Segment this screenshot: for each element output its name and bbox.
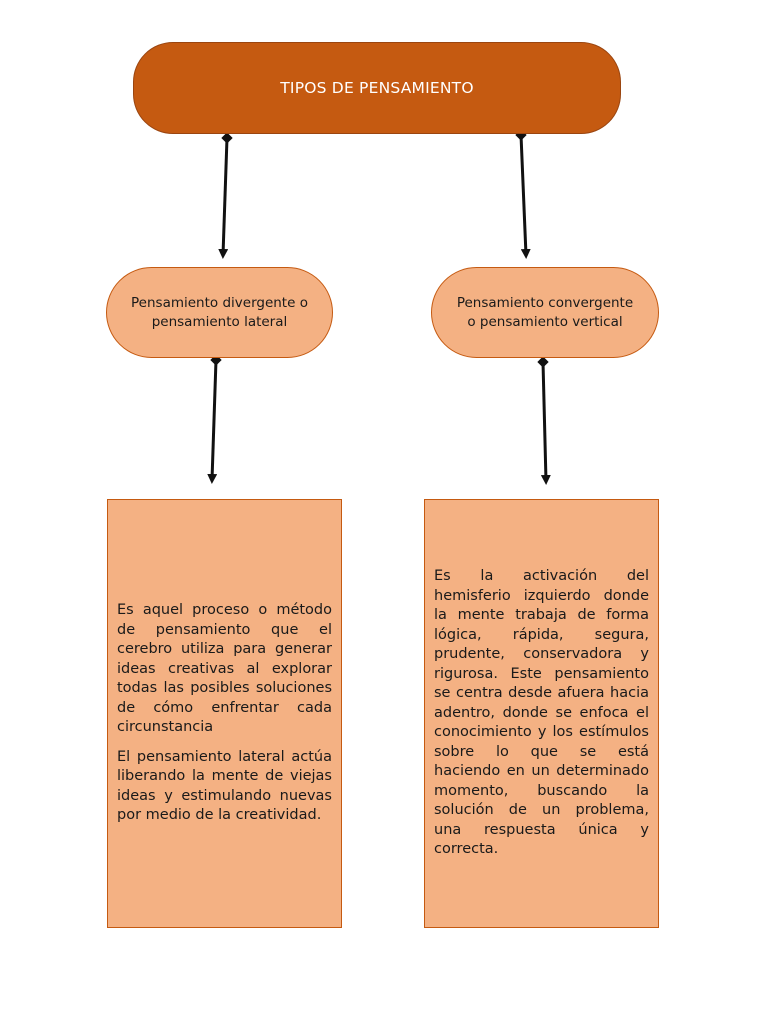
- description-paragraph: El pensamiento lateral actúa liberando la mente de viejas ideas y estimulando nuevas por medio de la creatividad.: [117, 748, 332, 824]
- node-convergent: [431, 267, 659, 358]
- connector-title-right: [515, 129, 526, 255]
- title-node: [133, 42, 621, 134]
- connector-title-left: [221, 132, 232, 255]
- description-paragraph: Es aquel proceso o método de pensamiento que el cerebro utiliza para generar ideas creativas al explorar todas las posibles soluciones de cómo enfrentar cada circunstancia: [117, 602, 332, 736]
- description-paragraph: Es la activación del hemisferio izquierdo donde la mente trabaja de forma lógica, rápida, segura, prudente, conservadora y rigurosa. Este pensamiento se centra desde afuera hacia adentro, donde se enfoca el conocimiento y los estímulos sobre lo que se está haciendo en un determinado momento, buscando la solución de un problema, una respuesta única y correcta.: [434, 568, 649, 858]
- description-divergent: [107, 499, 342, 928]
- connector-diamond: [537, 356, 548, 367]
- connector-right-box: [537, 356, 548, 481]
- node-divergent: [106, 267, 333, 358]
- connector-diamond: [221, 132, 232, 143]
- connector-left-box: [210, 354, 221, 480]
- node-convergent-label: Pensamiento convergente o pensamiento vertical: [456, 294, 634, 330]
- title-text: TIPOS DE PENSAMIENTO: [280, 79, 474, 97]
- node-divergent-label: Pensamiento divergente o pensamiento lateral: [131, 294, 308, 330]
- description-convergent: [424, 499, 659, 928]
